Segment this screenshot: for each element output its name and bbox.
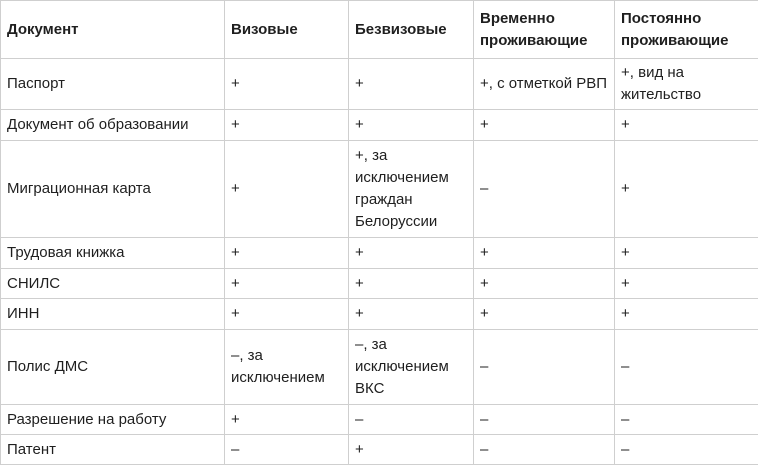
cell-document: Паспорт xyxy=(1,59,225,110)
cell-permanent: + xyxy=(615,110,758,141)
table-row xyxy=(1,59,758,110)
cell-permanent: + xyxy=(615,141,758,238)
cell-permanent: +, вид на жительство xyxy=(615,59,758,110)
cell-document: Документ об образовании xyxy=(1,110,225,141)
table-row xyxy=(1,435,758,465)
cell-temporary: + xyxy=(474,299,615,330)
table-row xyxy=(1,405,758,435)
table-header-row xyxy=(1,1,758,59)
table-row xyxy=(1,110,758,141)
cell-visa: + xyxy=(225,299,349,330)
header-document: Документ xyxy=(1,1,225,59)
header-permanent-residents: Постоянно проживающие xyxy=(615,1,758,59)
cell-temporary: + xyxy=(474,269,615,299)
cell-visa-free: + xyxy=(349,59,474,110)
cell-visa-free: +, за исключением граждан Белоруссии xyxy=(349,141,474,238)
cell-document: Трудовая книжка xyxy=(1,238,225,269)
table-row xyxy=(1,141,758,238)
table-row xyxy=(1,238,758,269)
cell-permanent: – xyxy=(615,330,758,405)
cell-document: Миграционная карта xyxy=(1,141,225,238)
cell-visa: –, за исключением xyxy=(225,330,349,405)
cell-document: Патент xyxy=(1,435,225,465)
header-temporary-residents: Временно проживающие xyxy=(474,1,615,59)
cell-visa: + xyxy=(225,269,349,299)
cell-temporary: – xyxy=(474,435,615,465)
cell-temporary: + xyxy=(474,110,615,141)
cell-visa-free: + xyxy=(349,238,474,269)
cell-visa: + xyxy=(225,141,349,238)
cell-document: СНИЛС xyxy=(1,269,225,299)
cell-visa-free: – xyxy=(349,405,474,435)
cell-permanent: + xyxy=(615,238,758,269)
cell-visa-free: + xyxy=(349,269,474,299)
cell-temporary: – xyxy=(474,330,615,405)
cell-temporary: + xyxy=(474,238,615,269)
table-row xyxy=(1,299,758,330)
cell-document: Полис ДМС xyxy=(1,330,225,405)
cell-permanent: – xyxy=(615,405,758,435)
cell-visa-free: + xyxy=(349,299,474,330)
header-visa: Визовые xyxy=(225,1,349,59)
table-row xyxy=(1,330,758,405)
table-row xyxy=(1,269,758,299)
cell-document: ИНН xyxy=(1,299,225,330)
cell-temporary: – xyxy=(474,141,615,238)
cell-visa: – xyxy=(225,435,349,465)
cell-temporary: – xyxy=(474,405,615,435)
cell-permanent: + xyxy=(615,269,758,299)
cell-visa-free: + xyxy=(349,110,474,141)
cell-visa-free: –, за исключением ВКС xyxy=(349,330,474,405)
cell-visa: + xyxy=(225,238,349,269)
cell-temporary: +, с отметкой РВП xyxy=(474,59,615,110)
cell-visa-free: + xyxy=(349,435,474,465)
cell-visa: + xyxy=(225,59,349,110)
cell-permanent: – xyxy=(615,435,758,465)
cell-document: Разрешение на работу xyxy=(1,405,225,435)
cell-visa: + xyxy=(225,110,349,141)
cell-visa: + xyxy=(225,405,349,435)
header-visa-free: Безвизовые xyxy=(349,1,474,59)
cell-permanent: + xyxy=(615,299,758,330)
